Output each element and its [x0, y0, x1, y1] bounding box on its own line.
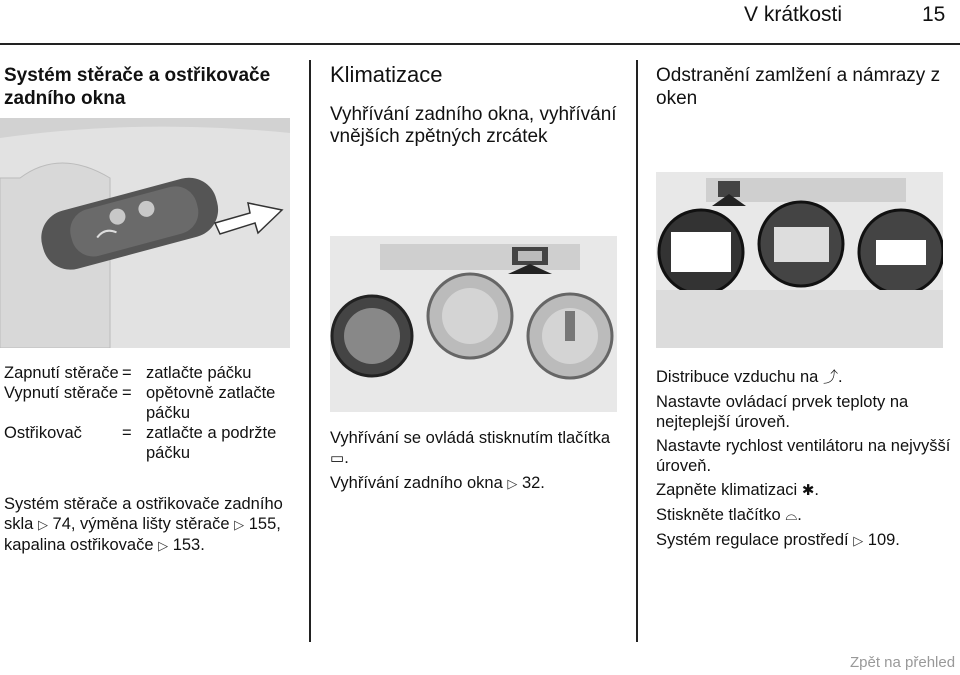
paragraph	[656, 530, 956, 551]
operation-label: Vypnutí stěrače	[4, 384, 119, 402]
equals-sign: =	[122, 424, 132, 442]
wiper-references	[4, 494, 299, 556]
defog-section-title: Odstranění zamlžení a námrazy z oken	[656, 65, 941, 109]
equals-sign: =	[122, 364, 132, 382]
page-reference-icon: ▷	[37, 517, 48, 532]
paragraph: Vyhřívání se ovládá stisknutím tlačítka ▭.	[330, 429, 611, 467]
table-row	[4, 423, 296, 463]
paragraph: Zapněte klimatizaci ✱.	[656, 481, 819, 499]
page-reference-link[interactable]: 155, kapalina ostřikovače	[4, 515, 281, 554]
operation-value: zatlačte páčku	[146, 364, 252, 382]
page-reference-link[interactable]: 109.	[867, 531, 900, 549]
page-reference-icon: ▷	[234, 517, 245, 532]
page-reference-icon: ▷	[158, 538, 169, 553]
windscreen-air-distribution-icon: ⤴	[822, 369, 838, 386]
heating-reference-text: Vyhřívání zadního okna	[330, 474, 503, 492]
wiper-lever-drawing	[0, 118, 290, 348]
operation-value: opětovně zatlačte páčku	[146, 384, 276, 422]
heating-instruction: Vyhřívání se ovládá stisknutím tlačítka	[330, 429, 611, 447]
windscreen-defrost-icon: ⌓	[785, 507, 798, 524]
climate-section-title: Klimatizace	[330, 62, 443, 87]
column-divider-1	[309, 60, 311, 642]
page-reference-link[interactable]: 32.	[521, 474, 545, 492]
paragraph: Stiskněte tlačítko ⌓.	[656, 506, 802, 524]
paragraph	[330, 473, 620, 494]
operation-value: zatlačte a podržte páčku	[146, 424, 277, 462]
defog-panel-drawing	[656, 172, 943, 348]
rear-wiper-section-title: Systém stěrače a ostřikovače zadního okna	[4, 65, 271, 109]
wiper-lever-illustration	[0, 118, 290, 348]
header-divider	[0, 43, 960, 45]
paragraph: Distribuce vzduchu na ⤴.	[656, 368, 843, 386]
ac-text: Zapněte klimatizaci	[656, 481, 798, 499]
paragraph: Nastavte ovládací prvek teploty na nejteplejší úroveň.	[656, 393, 909, 431]
table-row	[4, 363, 296, 383]
page-reference-icon: ▷	[507, 476, 518, 491]
page-reference-icon: ▷	[853, 533, 864, 548]
climate-reference-text: Systém regulace prostředí	[656, 531, 849, 549]
defrost-button-text: Stiskněte tlačítko	[656, 506, 781, 524]
column-divider-2	[636, 60, 638, 642]
defog-instructions	[656, 367, 956, 555]
page-reference-link[interactable]: 74, výměna lišty stěrače	[52, 515, 230, 533]
operation-label: Ostřikovač	[4, 424, 82, 442]
heating-text	[330, 428, 620, 498]
defog-panel-illustration	[656, 172, 943, 348]
heating-subtitle: Vyhřívání zadního okna, vyhřívání vnějších zpětných zrcátek	[330, 104, 617, 147]
air-distribution-text: Distribuce vzduchu na	[656, 368, 819, 386]
rear-window-heating-icon: ▭	[330, 450, 345, 467]
page-reference-link[interactable]: 153.	[172, 536, 205, 554]
climate-control-panel-illustration	[330, 236, 617, 412]
operation-label: Zapnutí stěrače	[4, 364, 119, 382]
ac-snowflake-icon: ✱	[801, 482, 815, 499]
back-to-overview-link[interactable]: Zpět na přehled	[850, 654, 956, 671]
reference-text: Systém stěrače a ostřikovače zadního skla	[4, 495, 283, 533]
wiper-operations-table	[4, 363, 296, 463]
paragraph: Nastavte rychlost ventilátoru na nejvyšší úroveň.	[656, 437, 951, 475]
table-row	[4, 383, 296, 423]
page-number: 15	[922, 3, 946, 26]
section-header-title: V krátkosti	[744, 3, 843, 26]
equals-sign: =	[122, 384, 132, 402]
climate-panel-drawing	[330, 236, 617, 412]
